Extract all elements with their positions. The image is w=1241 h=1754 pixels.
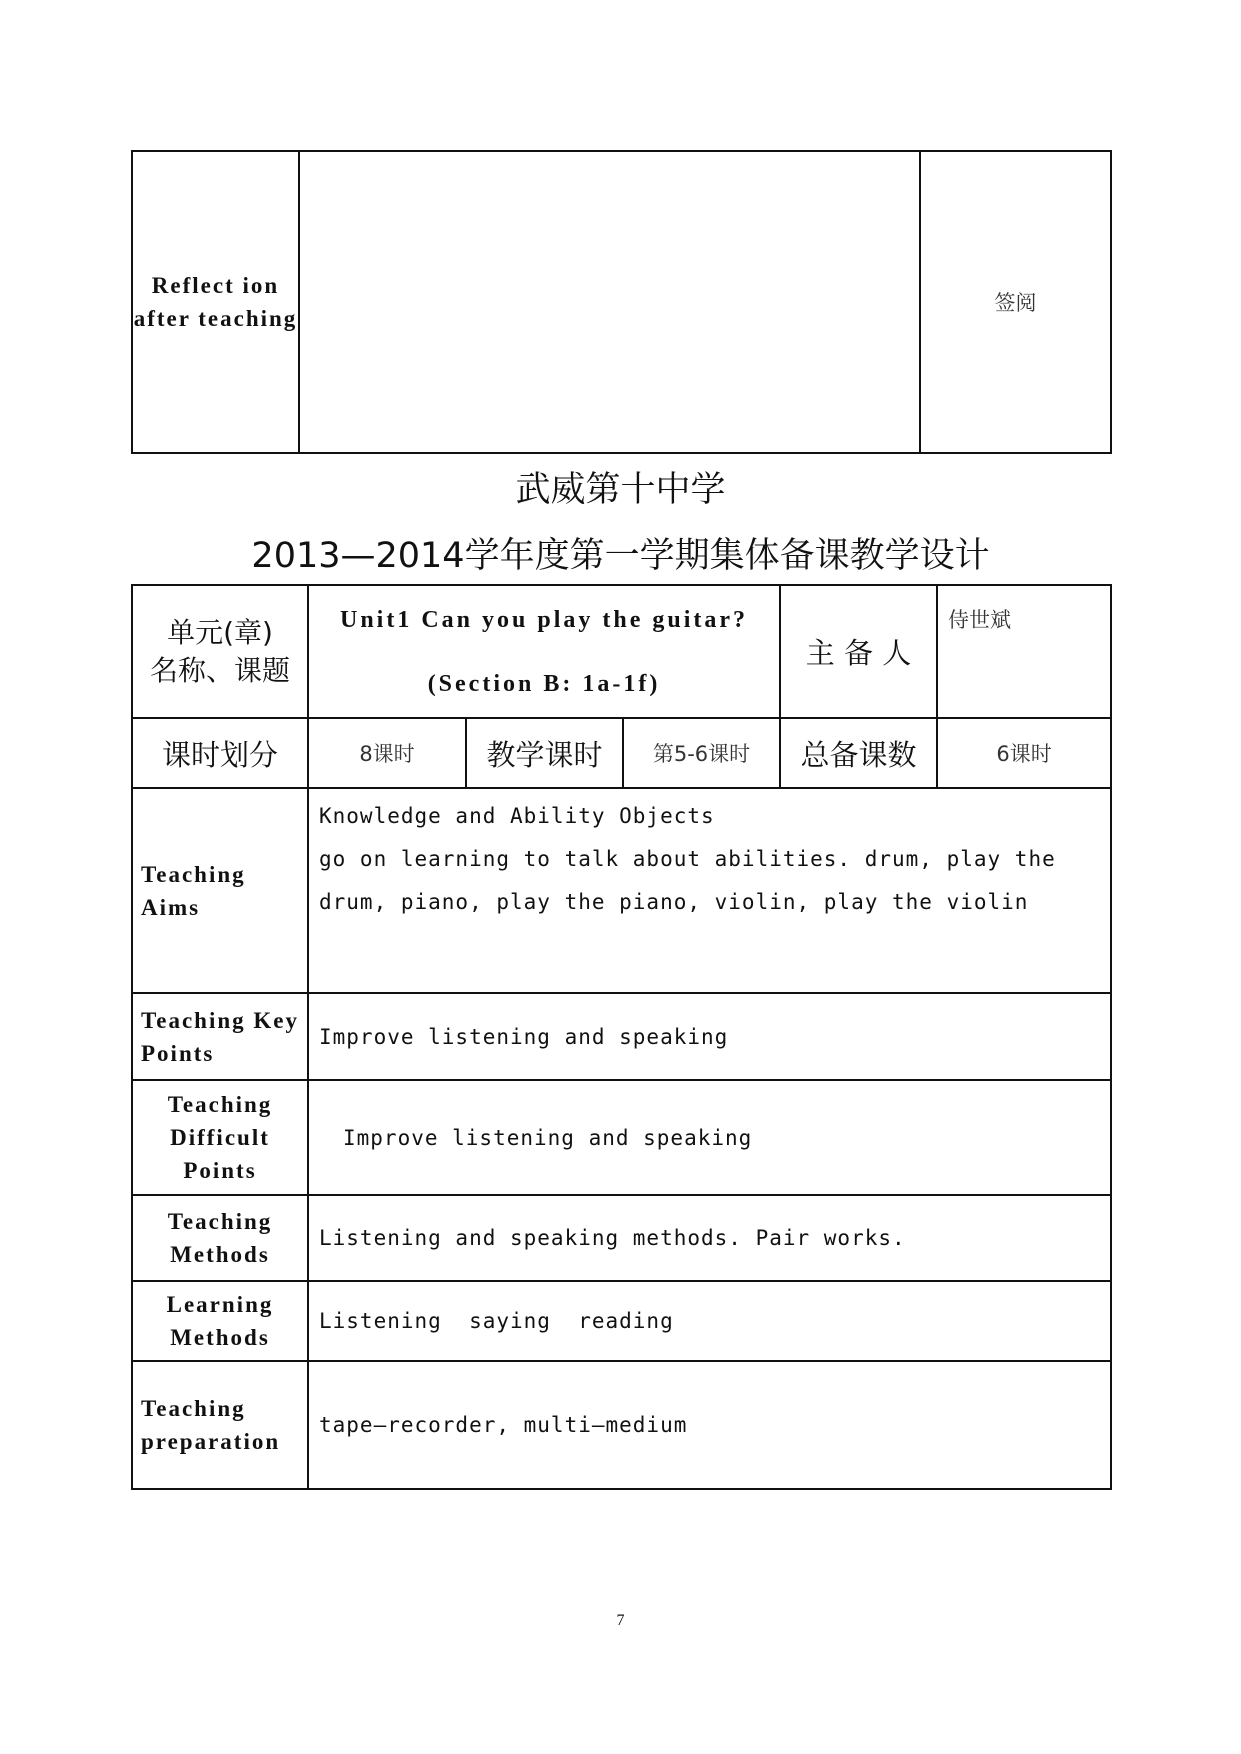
teaching-methods-content: Listening and speaking methods. Pair works. xyxy=(308,1195,1111,1281)
unit-title: Unit1 Can you play the guitar? (Section B: 1a-1f) xyxy=(308,585,780,718)
sign-label: 签阅 xyxy=(994,291,1037,315)
learning-methods-label: Learning Methods xyxy=(132,1281,308,1361)
division-label: 课时划分 xyxy=(132,718,308,788)
unit-label: 单元(章) 名称、课题 xyxy=(132,585,308,718)
sign-cell xyxy=(920,151,1111,453)
document-title: 2013—2014学年度第一学期集体备课教学设计 xyxy=(251,536,990,576)
total-value: 6课时 xyxy=(937,718,1111,788)
difficult-points-content: Improve listening and speaking xyxy=(308,1080,1111,1195)
division-value: 8课时 xyxy=(308,718,466,788)
key-points-label: Teaching Key Points xyxy=(132,993,308,1080)
lesson-label: 教学课时 xyxy=(466,718,623,788)
preparation-label: Teaching preparation xyxy=(132,1361,308,1489)
total-label: 总备课数 xyxy=(780,718,937,788)
learning-methods-row xyxy=(132,1281,1111,1361)
teaching-methods-row xyxy=(132,1195,1111,1281)
aims-label: Teaching Aims xyxy=(132,788,308,993)
page-number: 7 xyxy=(616,1612,625,1629)
lesson-plan-table xyxy=(131,584,1112,1490)
preparation-row xyxy=(132,1361,1111,1489)
reflection-label: Reflect ion after teaching xyxy=(132,151,299,453)
teaching-methods-label: Teaching Methods xyxy=(132,1195,308,1281)
aims-row xyxy=(132,788,1111,993)
header-row xyxy=(132,585,1111,718)
learning-methods-content: Listening saying reading xyxy=(308,1281,1111,1361)
lesson-value: 第5-6课时 xyxy=(623,718,780,788)
school-title: 武威第十中学 xyxy=(515,470,726,510)
reflection-content-cell xyxy=(299,151,920,453)
difficult-points-label: Teaching Difficult Points xyxy=(132,1080,308,1195)
difficult-points-row xyxy=(132,1080,1111,1195)
schedule-row xyxy=(132,718,1111,788)
preparation-content: tape—recorder, multi—medium xyxy=(308,1361,1111,1489)
key-points-content: Improve listening and speaking xyxy=(308,993,1111,1080)
reflection-table xyxy=(131,150,1112,454)
aims-content: Knowledge and Ability Objects go on learning to talk about abilities. drum, play the drum, piano, play the piano, violin, play the violin xyxy=(308,788,1111,993)
preparer-label: 主 备 人 xyxy=(780,585,937,718)
key-points-row xyxy=(132,993,1111,1080)
preparer-value: 侍世斌 xyxy=(937,585,1111,718)
